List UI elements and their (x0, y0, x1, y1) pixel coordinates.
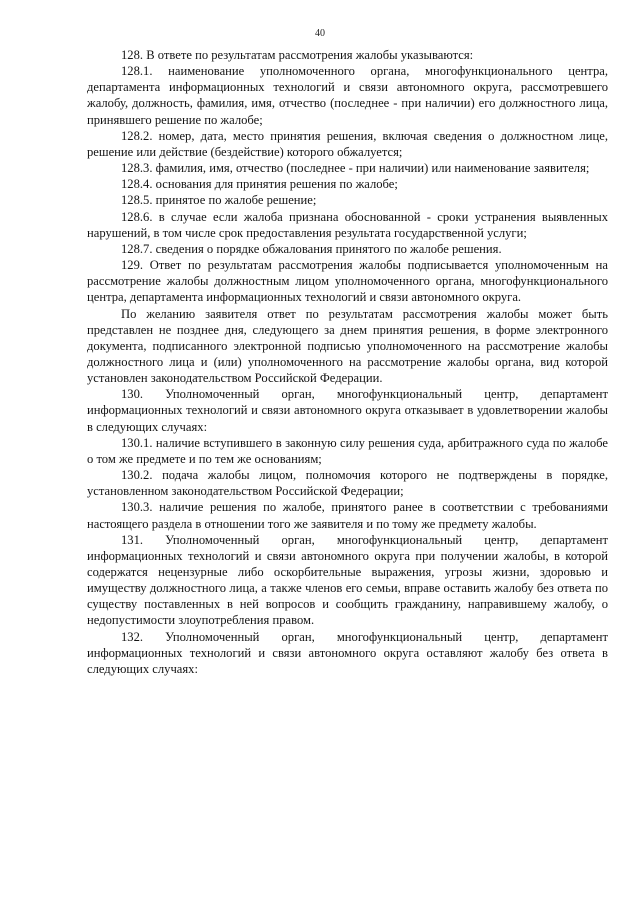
paragraph-129-electronic: По желанию заявителя ответ по результатам рассмотрения жалобы может быть представлен не позднее дня, следующего за днем принятия решения, в форме электронного документа, подписанного электронной подписью уполномоченного на рассмотрение жалобы должностного лица и (или) уполномоченного на рассмотрение жалобы органа, вид которой установлен законодательством Российской Федерации. (87, 306, 608, 386)
paragraph-128-3: 128.3. фамилия, имя, отчество (последнее - при наличии) или наименование заявителя; (121, 161, 590, 176)
page-number: 40 (315, 28, 325, 39)
paragraph-128-5: 128.5. принятое по жалобе решение; (121, 193, 317, 208)
paragraph-130-3: 130.3. наличие решения по жалобе, принятого ранее в соответствии с требованиями настоящего раздела в отношении того же заявителя и по тому же предмету жалобы. (87, 500, 608, 531)
paragraph-128-1: 128.1. наименование уполномоченного органа, многофункционального центра, департамента информационных технологий и связи автономного округа, рассмотревшего жалобу, должность, фамилия, имя, отчество (последнее - при наличии) его должностного лица, принявшего решение по жалобе; (87, 64, 608, 127)
paragraph-128: 128. В ответе по результатам рассмотрения жалобы указываются: (121, 48, 474, 62)
paragraph-128-6: 128.6. в случае если жалоба признана обоснованной - сроки устранения выявленных нарушений, в том числе срок предоставления результата государственной услуги; (87, 209, 608, 240)
paragraph-132: 132. Уполномоченный орган, многофункциональный центр, департамент информационных технологий и связи автономного округа оставляют жалобу без ответа в следующих случаях: (87, 629, 608, 676)
paragraph-131: 131. Уполномоченный орган, многофункциональный центр, департамент информационных технологий и связи автономного округа при получении жалобы, в которой содержатся нецензурные либо оскорбительные выражения, угрозы жизни, здоровью и имуществу должностного лица, а также членов его семьи, вправе оставить жалобу без ответа по существу поставленных в ней вопросов и сообщить гражданину, направившему жалобу, о недопустимости злоупотребления правом. (87, 532, 608, 628)
paragraph-129: 129. Ответ по результатам рассмотрения жалобы подписывается уполномоченным на рассмотрение жалобы должностным лицом уполномоченного органа, многофункционального центра, департамента информационных технологий и связи автономного округа. (87, 258, 608, 305)
document-body (87, 47, 608, 677)
paragraph-128-4: 128.4. основания для принятия решения по жалобе; (121, 177, 398, 192)
paragraph-130-2: 130.2. подача жалобы лицом, полномочия которого не подтверждены в порядке, установленном законодательством Российской Федерации; (87, 468, 608, 499)
paragraph-130: 130. Уполномоченный орган, многофункциональный центр, департамент информационных технологий и связи автономного округа отказывает в удовлетворении жалобы в следующих случаях: (87, 387, 608, 434)
paragraph-128-7: 128.7. сведения о порядке обжалования принятого по жалобе решения. (121, 241, 502, 256)
paragraph-128-2: 128.2. номер, дата, место принятия решения, включая сведения о должностном лице, решение или действие (бездействие) которого обжалуется; (87, 128, 608, 159)
paragraph-130-1: 130.1. наличие вступившего в законную силу решения суда, арбитражного суда по жалобе о том же предмете и по тем же основаниям; (87, 435, 608, 466)
